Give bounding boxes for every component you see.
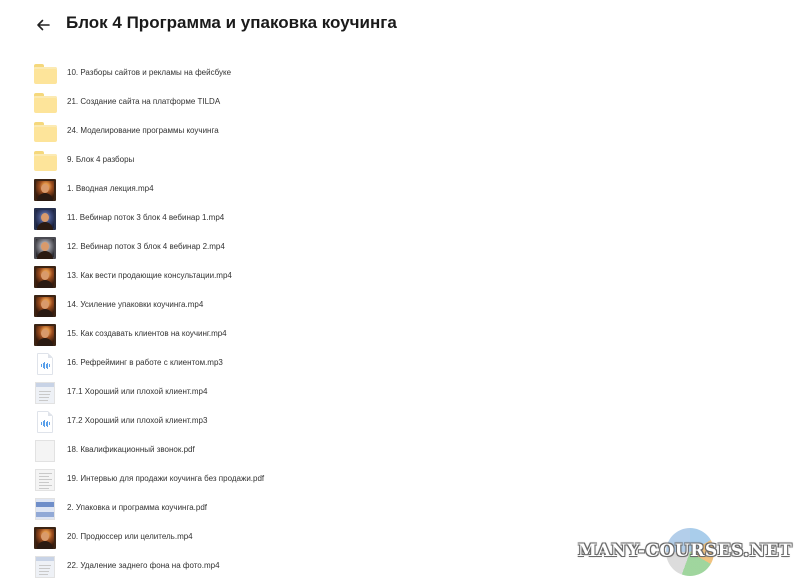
file-row[interactable] xyxy=(0,233,800,262)
document-thumbnail xyxy=(35,498,55,520)
file-row[interactable] xyxy=(0,378,800,407)
file-row[interactable] xyxy=(0,88,800,117)
file-name: 19. Интервью для продажи коучинга без продажи.pdf xyxy=(67,474,265,483)
video-thumbnail xyxy=(34,266,56,288)
back-button[interactable] xyxy=(34,16,52,34)
file-name: 24. Моделирование программы коучинга xyxy=(67,126,219,135)
page-title: Блок 4 Программа и упаковка коучинга xyxy=(66,13,397,32)
file-row[interactable] xyxy=(0,407,800,436)
file-row[interactable] xyxy=(0,349,800,378)
video-thumbnail xyxy=(34,208,56,230)
video-thumbnail xyxy=(34,179,56,201)
document-thumbnail xyxy=(35,469,55,491)
file-name: 22. Удаление заднего фона на фото.mp4 xyxy=(67,561,220,570)
file-row[interactable] xyxy=(0,59,800,88)
video-thumbnail xyxy=(34,237,56,259)
folder-icon xyxy=(34,93,57,113)
watermark-text: MANY-COURSES.NET xyxy=(578,541,793,561)
file-row[interactable] xyxy=(0,291,800,320)
file-name: 18. Квалификационный звонок.pdf xyxy=(67,445,195,454)
folder-icon xyxy=(34,122,57,142)
file-name: 2. Упаковка и программа коучинга.pdf xyxy=(67,503,207,512)
file-name: 20. Продюссер или целитель.mp4 xyxy=(67,532,193,541)
document-thumbnail xyxy=(35,440,55,462)
file-list xyxy=(0,59,800,581)
file-row[interactable] xyxy=(0,204,800,233)
file-name: 17.1 Хороший или плохой клиент.mp4 xyxy=(67,387,208,396)
file-name: 9. Блок 4 разборы xyxy=(67,155,135,164)
file-name: 13. Как вести продающие консультации.mp4 xyxy=(67,271,232,280)
folder-icon xyxy=(34,151,57,171)
audio-file-icon xyxy=(37,411,53,433)
file-row[interactable] xyxy=(0,436,800,465)
file-row[interactable] xyxy=(0,262,800,291)
folder-icon xyxy=(34,64,57,84)
file-name: 14. Усиление упаковки коучинга.mp4 xyxy=(67,300,204,309)
file-row[interactable] xyxy=(0,117,800,146)
file-row[interactable] xyxy=(0,320,800,349)
video-thumbnail xyxy=(34,527,56,549)
file-name: 17.2 Хороший или плохой клиент.mp3 xyxy=(67,416,208,425)
file-name: 10. Разборы сайтов и рекламы на фейсбуке xyxy=(67,68,232,77)
file-row[interactable] xyxy=(0,146,800,175)
file-name: 16. Рефрейминг в работе с клиентом.mp3 xyxy=(67,358,223,367)
file-row[interactable] xyxy=(0,175,800,204)
video-thumbnail xyxy=(34,324,56,346)
video-thumbnail xyxy=(35,556,55,578)
header xyxy=(0,0,800,48)
video-thumbnail xyxy=(35,382,55,404)
file-name: 1. Вводная лекция.mp4 xyxy=(67,184,154,193)
video-thumbnail xyxy=(34,295,56,317)
file-name: 15. Как создавать клиентов на коучинг.mp4 xyxy=(67,329,227,338)
file-name: 21. Создание сайта на платформе TILDA xyxy=(67,97,221,106)
file-row[interactable] xyxy=(0,494,800,523)
arrow-left-icon xyxy=(34,16,52,34)
file-row[interactable] xyxy=(0,465,800,494)
audio-file-icon xyxy=(37,353,53,375)
file-name: 12. Вебинар поток 3 блок 4 вебинар 2.mp4 xyxy=(67,242,225,251)
watermark xyxy=(578,528,800,585)
file-name: 11. Вебинар поток 3 блок 4 вебинар 1.mp4 xyxy=(67,213,225,222)
